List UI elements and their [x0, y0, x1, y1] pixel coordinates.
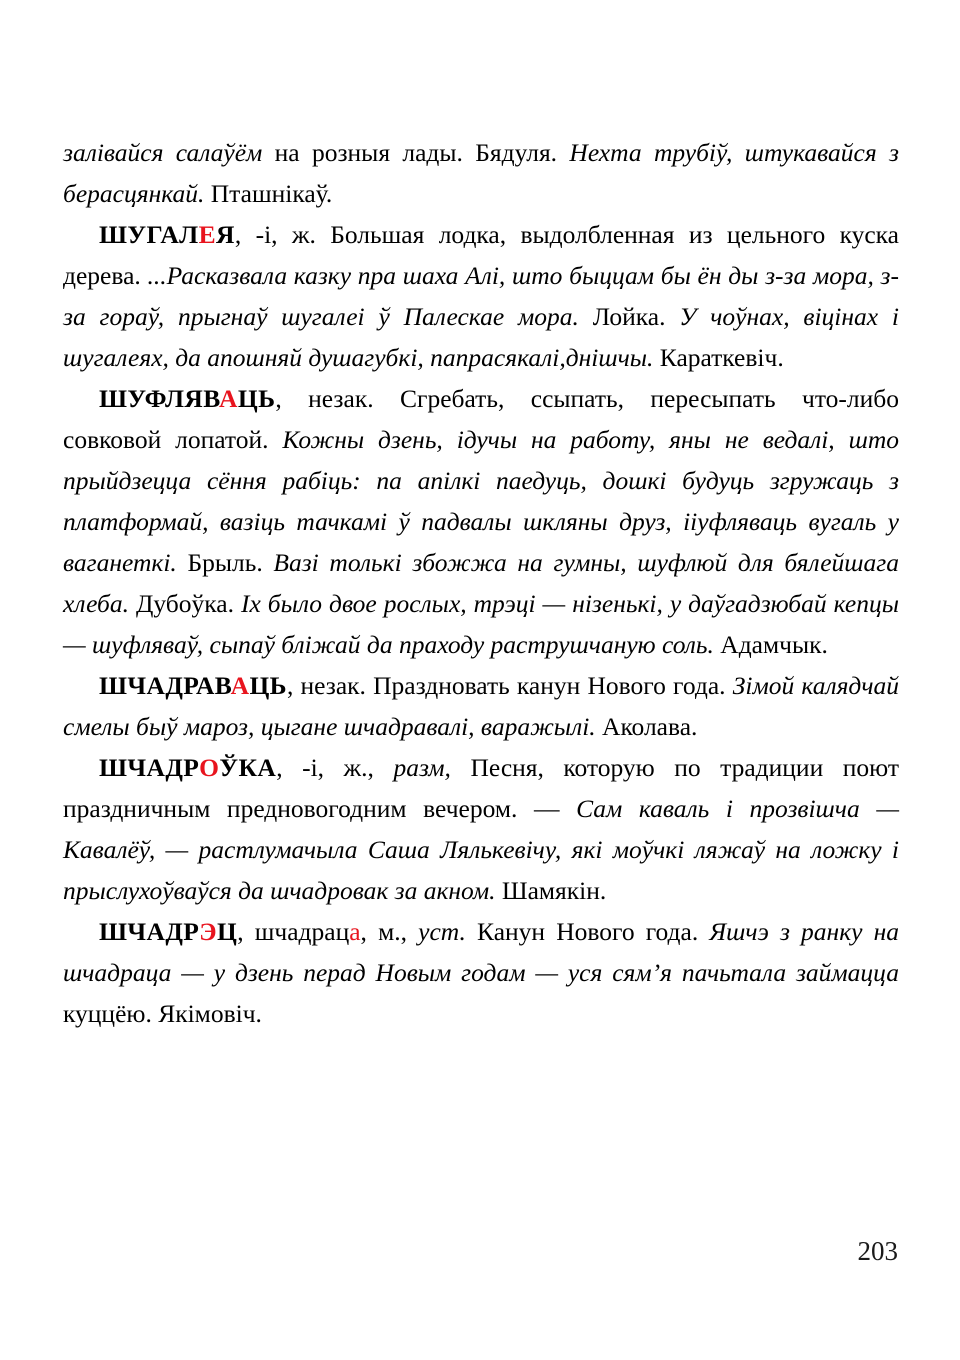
source-attribution: Якімовіч.: [158, 999, 262, 1028]
definition-text: , -і, ж.,: [276, 753, 394, 782]
headword-prefix: ШУГАЛ: [99, 220, 199, 249]
source-attribution: Брыль.: [187, 548, 274, 577]
source-attribution: Дубоўка.: [136, 589, 241, 618]
dictionary-entry: [63, 747, 899, 911]
headword-suffix: ЦЬ: [249, 671, 287, 700]
stressed-vowel: а: [349, 917, 361, 946]
dictionary-entry: [63, 665, 899, 747]
headword-stressed-vowel: О: [199, 753, 220, 782]
source-attribution: Аколава.: [602, 712, 698, 741]
entry-headword: [99, 384, 275, 413]
headword-suffix: ЎКА: [219, 753, 277, 782]
citation-text: Вазі толькі збожжа на гумны, шуфлюй для бялейшага хлеба.: [63, 548, 899, 618]
definition-text: , шчадрац: [237, 917, 350, 946]
headword-prefix: ШЧАДР: [99, 753, 200, 782]
headword-prefix: ШЧАДРАВ: [99, 671, 231, 700]
dictionary-entry: [63, 214, 899, 378]
definition-text: Песня, которую по традиции поют праздничным предновогодним вечером. —: [63, 753, 899, 823]
dictionary-entry: [63, 132, 899, 214]
entry-headword: [99, 917, 237, 946]
source-attribution: Шамякін.: [501, 876, 607, 905]
dictionary-entry: [63, 378, 899, 665]
definition-text: Канун Нового года.: [465, 917, 710, 946]
citation-text: Іх было двое рослых, трэці — нізенькі, у даўгадзюбай кепцы — шуфляваў, сыпаў бліжай да праходу раструшчаную соль.: [63, 589, 899, 659]
text-column: [63, 132, 899, 1034]
source-attribution: Адамчык.: [720, 630, 828, 659]
headword-prefix: ШЧАДР: [99, 917, 200, 946]
citation-text: Нехта трубіў, штукавайся з берасцянкай.: [63, 138, 900, 208]
dictionary-entry: [63, 911, 899, 1034]
citation-text: Сам каваль і прозвішча — Кавалёў, — растлумачыла Саша Лялькевічу, які моўчкі ляжаў на ложку і прыслухоўваўся да шчадровак за акном.: [63, 794, 899, 905]
definition-text: , незак. Сгребать, ссыпать, пересыпать что-либо совковой лопатой.: [63, 384, 899, 454]
definition-text: , м.,: [360, 917, 419, 946]
headword-stressed-vowel: А: [230, 671, 250, 700]
grammar-label: уст.: [418, 917, 466, 946]
headword-prefix: ШУФЛЯВ: [99, 384, 220, 413]
source-attribution: Караткевіч.: [659, 343, 784, 372]
headword-suffix: ЦЬ: [237, 384, 276, 413]
headword-stressed-vowel: Э: [199, 917, 217, 946]
citation-text: Кожны дзень, ідучы на работу, яны не ведалі, што прыйдзецца сёння рабіць: па апілкі паедуць, дошкі будуць згружаць з платформай, вазіць тачкамі ў падвалы шкляны друз, ііуфляваць вугаль у ваганеткі.: [63, 425, 899, 577]
page-number: 203: [857, 1236, 898, 1266]
headword-suffix: Ц: [216, 917, 238, 946]
citation-text: У чоўнах, віцінах і шугалеях, да апошняй душагубкі, папрасякалі,днішчы.: [63, 302, 899, 372]
entry-headword: [99, 220, 235, 249]
citation-text: залівайся салаўём: [63, 138, 275, 167]
entry-headword: [99, 671, 287, 700]
citation-text: Зімой калядчай смелы быў мароз, цыгане шчадравалі, варажылі.: [63, 671, 899, 741]
headword-stressed-vowel: А: [219, 384, 238, 413]
entry-headword: [99, 753, 276, 782]
grammar-label: разм,: [393, 753, 451, 782]
definition-text: на розныя лады. Бядуля.: [274, 138, 570, 167]
headword-suffix: Я: [216, 220, 235, 249]
citation-text: ...Расказвала казку пра шаха Алі, што быццам бы ён ды з-за мора, з-за гораў, прыгнаў шугалеі ў Палескае мора.: [63, 261, 899, 331]
definition-text: , незак. Праздновать канун Нового года.: [286, 671, 733, 700]
source-attribution: Лойка.: [592, 302, 680, 331]
citation-text: Яшчэ з ранку на шчадраца — у дзень перад Новым годам — уся сям’я пачьтала займацца: [63, 917, 900, 987]
source-attribution: Пташнікаў.: [210, 179, 333, 208]
headword-stressed-vowel: Е: [198, 220, 217, 249]
definition-text: куццёю.: [63, 999, 159, 1028]
definition-text: , -і, ж. Большая лодка, выдолбленная из цельного куска дерева.: [63, 220, 899, 290]
